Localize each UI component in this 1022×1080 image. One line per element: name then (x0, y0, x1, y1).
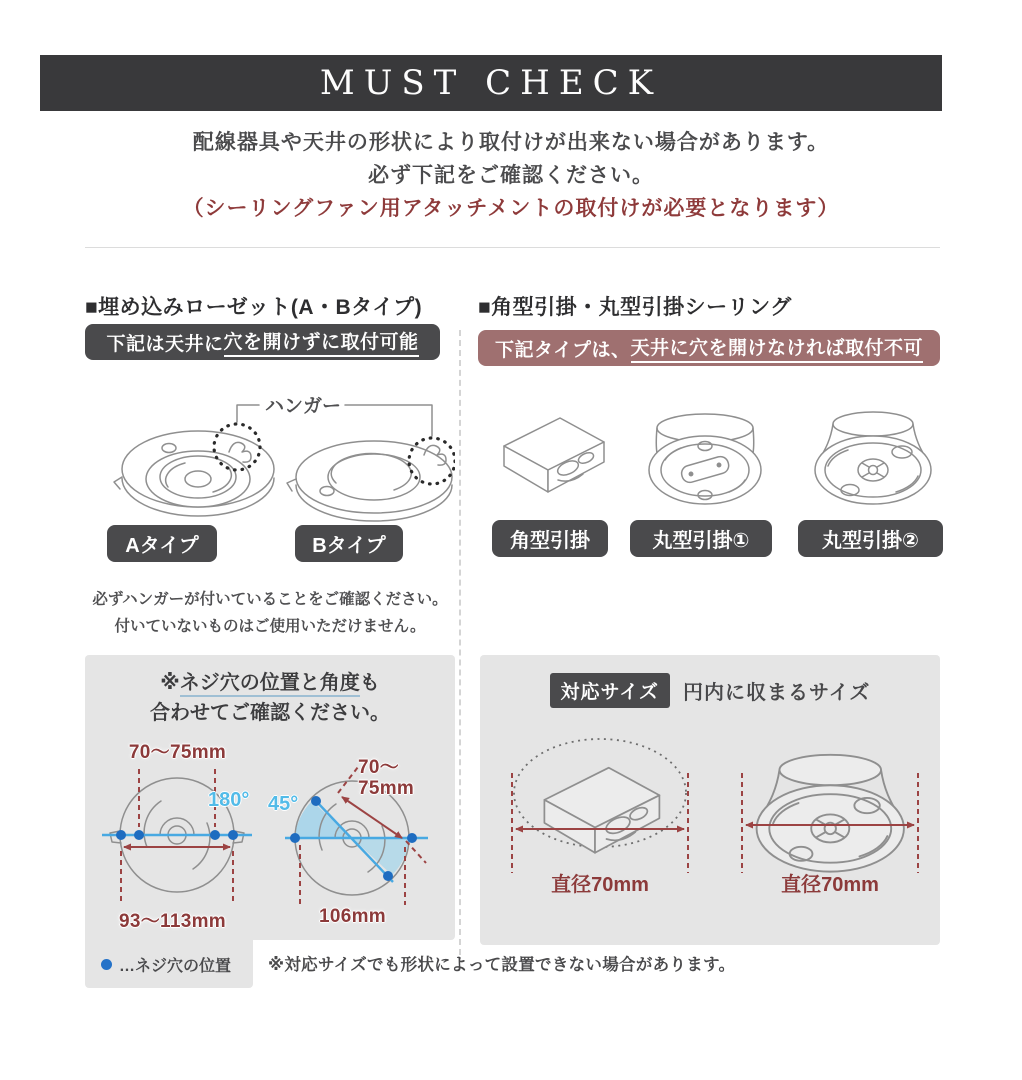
d2-angle-label: 45° (268, 793, 299, 815)
measurement-diagram-180 (90, 735, 265, 935)
hanger-note-line-2: 付いていないものはご使用いただけません。 (114, 618, 426, 635)
intro-line-1: 配線器具や天井の形状により取付けが出来ない場合があります。 (192, 131, 830, 154)
round-hook-2-badge: 丸型引掛② (798, 520, 943, 557)
left-condition-badge (85, 324, 440, 360)
square-hook-diagram (488, 400, 618, 515)
intro-line-2: 必ず下記をご確認ください。 (368, 164, 654, 187)
d1-bottom-measurement: 93～113mm (119, 911, 226, 932)
d1-angle-label: 180° (208, 789, 250, 811)
square-hook-badge: 角型引掛 (492, 520, 608, 557)
size-caption: 円内に収まるサイズ (683, 682, 871, 704)
round-hook-1-badge: 丸型引掛① (630, 520, 772, 557)
screw-title-underlined: ネジ穴の位置と角度 (180, 672, 360, 697)
diameter-label-2: 直径70mm (781, 874, 879, 896)
round-hook-2-diagram (798, 398, 948, 513)
right-section-heading: ■角型引掛・丸型引掛シーリング (478, 296, 792, 319)
column-divider (459, 330, 461, 955)
d2-top-line-1: 70～ (358, 757, 400, 778)
horizontal-divider (85, 247, 940, 248)
screw-title-suffix: も (359, 672, 380, 694)
type-b-badge: Bタイプ (295, 525, 403, 562)
d2-top-line-2: 75mm (358, 778, 415, 799)
screw-check-title (85, 668, 455, 728)
right-badge-underlined: 天井に穴を開けなければ取付不可 (631, 333, 924, 363)
intro-line-attachment: （シーリングファン用アタッチメントの取付けが必要となります） (182, 197, 840, 220)
right-condition-badge (478, 330, 940, 366)
legend-label: …ネジ穴の位置 (119, 958, 232, 975)
hanger-note-line-1: 必ずハンガーが付いていることをご確認ください。 (92, 591, 448, 608)
size-badge: 対応サイズ (550, 673, 670, 708)
d2-top-measurement (358, 757, 433, 799)
hanger-note (85, 586, 455, 640)
size-disclaimer-note: ※対応サイズでも形状によって設置できない場合があります。 (268, 956, 736, 974)
round-hook-1-diagram (635, 398, 775, 513)
intro-block (0, 126, 1022, 225)
screw-title-line-2: 合わせてご確認ください。 (150, 702, 390, 724)
left-section-heading: ■埋め込みローゼット(A・Bタイプ) (85, 296, 423, 319)
screw-position-dot-icon (101, 959, 112, 970)
left-badge-underlined: 穴を開けずに取付可能 (224, 327, 419, 357)
size-header-row (480, 673, 940, 708)
d1-top-measurement: 70～75mm (128, 742, 227, 763)
d2-bottom-measurement: 106mm (319, 906, 386, 927)
right-badge-prefix: 下記タイプは、 (494, 339, 631, 361)
size-diagram-square (500, 725, 700, 885)
type-a-badge: Aタイプ (107, 525, 217, 562)
size-diagram-round (730, 725, 930, 885)
hanger-callout-label: ハンガー (264, 396, 341, 417)
screw-title-prefix: ※ (160, 672, 180, 694)
left-badge-prefix: 下記は天井に (106, 333, 224, 355)
page-title: MUST CHECK (319, 63, 663, 103)
header-bar (40, 55, 942, 111)
diameter-label-1: 直径70mm (551, 874, 649, 896)
